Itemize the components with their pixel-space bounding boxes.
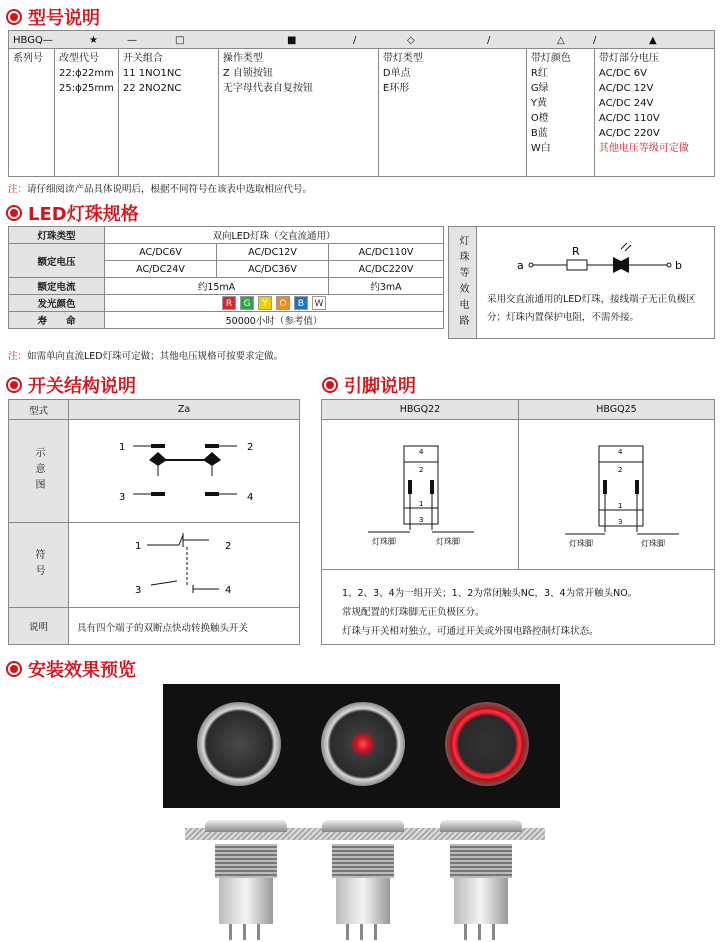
code-symbol: ◇ — [407, 35, 415, 46]
section-heading-pins — [322, 372, 416, 398]
label-color: 发光颜色 — [9, 295, 105, 312]
circuit-box — [448, 226, 715, 339]
col-volt: 带灯部分电压 AC/DC 6V AC/DC 12V AC/DC 24V AC/DC 110V AC/DC 220V 其他电压等级可定做 — [594, 49, 714, 177]
button-thread — [215, 844, 277, 878]
code-symbol: □ — [175, 35, 185, 46]
terminal-num: 2 — [247, 442, 254, 453]
code-prefix: HBGQ— — [13, 35, 53, 46]
button-thread — [450, 844, 512, 878]
button-bezel — [322, 820, 404, 832]
button-side-2 — [322, 820, 404, 940]
led-table — [8, 226, 444, 329]
terminal — [229, 924, 232, 940]
button-ring-lamp — [445, 702, 529, 786]
button-body — [219, 878, 273, 924]
pin-desc-line: 1、2、3、4为一组开关；1、2为常闭触头NC，3、4为常开触头NO。 — [342, 588, 638, 599]
desc-label: 说明 — [9, 608, 69, 644]
terminal — [243, 924, 246, 940]
col-op: 操作类型 Z 自锁按钮 无字母代表自复按钮 — [218, 49, 378, 177]
contact — [205, 492, 219, 496]
label-rated-current: 额定电流 — [9, 278, 105, 295]
col-color: 带灯颜色 R红 G绿 Y黄 O橙 B蓝 W白 — [526, 49, 594, 177]
contact — [151, 444, 165, 448]
led-type-value: 双向LED灯珠（交直流通用） — [105, 227, 444, 244]
pin-num: 1 — [618, 502, 623, 510]
pin-diagram-25 — [519, 420, 714, 570]
code-symbol: ★ — [89, 35, 98, 46]
volt-cell: AC/DC6V — [105, 244, 217, 261]
volt-cell: AC/DC24V — [105, 261, 217, 278]
section-title: 引脚说明 — [344, 376, 416, 397]
symbol-label-cell — [9, 523, 69, 608]
terminal-num: 4 — [247, 492, 254, 503]
terminal — [464, 924, 467, 940]
bullet-icon — [6, 377, 22, 393]
circuit-label: 灯珠等效电路 — [457, 234, 468, 331]
switch-type-header: 型式 — [9, 400, 69, 420]
col-size: 改型代号 22:ϕ22mm 25:ϕ25mm — [55, 49, 119, 177]
terminal — [360, 924, 363, 940]
terminal-a-label: a — [517, 259, 524, 272]
button-bezel — [205, 820, 287, 832]
terminal — [492, 924, 495, 940]
code-symbol: / — [487, 35, 491, 46]
switch-diagram-cell — [69, 420, 299, 523]
label-led-type: 灯珠类型 — [9, 227, 105, 244]
section-title: 开关结构说明 — [28, 376, 136, 397]
terminal-num: 2 — [225, 541, 232, 552]
lamp-pin — [408, 480, 412, 494]
color-swatch: G — [240, 296, 254, 310]
resistor-label: R — [572, 245, 580, 258]
code-symbol: / — [353, 35, 357, 46]
pin-num: 3 — [618, 518, 623, 526]
contact — [205, 444, 219, 448]
volt-cell: AC/DC110V — [329, 244, 444, 261]
terminal-num: 1 — [119, 442, 126, 453]
terminal-a — [529, 263, 533, 267]
lamp-pin — [603, 480, 607, 494]
label-life: 寿 命 — [9, 312, 105, 329]
current-cell: 约3mA — [329, 278, 444, 295]
model-table — [8, 30, 715, 177]
terminal — [374, 924, 377, 940]
button-side-1 — [205, 820, 287, 940]
resistor — [567, 260, 587, 270]
label-rated-voltage: 额定电压 — [9, 244, 105, 278]
led-circuit-diagram — [481, 235, 711, 285]
terminal-num: 4 — [225, 585, 232, 596]
color-swatch: O — [276, 296, 290, 310]
code-symbol: ■ — [287, 35, 297, 46]
bullet-icon — [6, 9, 22, 25]
wire — [179, 535, 183, 545]
pin-desc — [342, 584, 637, 641]
lamp-pin-label: 灯珠脚 — [641, 539, 665, 548]
code-symbol: / — [593, 35, 597, 46]
install-panel — [163, 684, 560, 808]
pin-desc-line: 常规配置的灯珠脚无正负极区分。 — [342, 607, 485, 618]
terminal-num: 3 — [119, 492, 126, 503]
button-dot-lamp — [321, 702, 405, 786]
button-side-3 — [440, 820, 522, 940]
col-lamp: 带灯类型 D单点 E环形 — [378, 49, 526, 177]
pin-num: 2 — [419, 466, 424, 474]
switch-symbol-cell — [69, 523, 299, 608]
contact — [151, 492, 165, 496]
note-led: 注：如需单向直流LED灯珠可定做；其他电压规格可按要求定做。 — [8, 351, 284, 362]
section-heading-model — [6, 4, 100, 30]
pinout-22 — [322, 420, 519, 570]
switch-diagram — [69, 420, 299, 523]
pin-num: 3 — [419, 516, 424, 524]
switch-desc: 具有四个端子的双断点快动转换触头开关 — [77, 623, 249, 634]
terminal-b — [667, 263, 671, 267]
code-symbol: ▲ — [649, 35, 657, 46]
pin-header-25: HBGQ25 — [519, 400, 714, 420]
switch-symbol — [69, 523, 299, 608]
col-combo: 开关组合 11 1NO1NC 22 2NO2NC — [118, 49, 218, 177]
button-body — [336, 878, 390, 924]
lamp-pin — [635, 480, 639, 494]
button-thread — [332, 844, 394, 878]
diagram-label: 示意图 — [33, 447, 44, 495]
color-swatch: W — [312, 296, 326, 310]
light-arrow — [625, 245, 631, 251]
switch-type-value: Za — [69, 400, 299, 420]
section-heading-led — [6, 200, 139, 226]
pin-num: 4 — [419, 448, 424, 456]
lamp-pin-label: 灯珠脚 — [569, 539, 593, 548]
bullet-icon — [6, 205, 22, 221]
volt-cell: AC/DC36V — [217, 261, 329, 278]
pin-num: 2 — [618, 466, 623, 474]
section-title: 型号说明 — [28, 8, 100, 29]
volt-cell: AC/DC220V — [329, 261, 444, 278]
wire — [151, 581, 177, 585]
button-bezel — [440, 820, 522, 832]
terminal — [346, 924, 349, 940]
terminal-b-label: b — [675, 259, 682, 272]
terminal — [257, 924, 260, 940]
section-heading-install — [6, 656, 136, 682]
circuit-label-cell — [449, 227, 477, 338]
switch-table — [8, 399, 300, 645]
pin-desc-line: 灯珠与开关相对独立，可通过开关或外围电路控制灯珠状态。 — [342, 626, 599, 637]
col-series: 系列号 — [9, 49, 55, 177]
section-title: LED灯珠规格 — [28, 204, 139, 225]
pin-header-22: HBGQ22 — [322, 400, 519, 420]
note-model: 注：请仔细阅读产品具体说明后，根据不同符号在该表中选取相应代号。 — [8, 184, 313, 195]
lamp-pin-label: 灯珠脚 — [372, 537, 396, 546]
color-swatches — [105, 295, 444, 312]
pin-diagram-22 — [322, 420, 519, 570]
volt-note: 其他电压等级可定做 — [598, 143, 689, 154]
pin-num: 1 — [419, 500, 424, 508]
bullet-icon — [322, 377, 338, 393]
terminal — [478, 924, 481, 940]
code-symbol: △ — [557, 35, 565, 46]
color-swatch: B — [294, 296, 308, 310]
volt-cell: AC/DC12V — [217, 244, 329, 261]
terminal-num: 1 — [135, 541, 142, 552]
section-title: 安装效果预览 — [28, 660, 136, 681]
pin-table — [321, 399, 715, 645]
pinout-25 — [519, 420, 714, 570]
section-heading-switch — [6, 372, 136, 398]
lamp-pin — [430, 480, 434, 494]
code-symbol: — — [127, 35, 137, 46]
current-cell: 约15mA — [105, 278, 329, 295]
diagram-label-cell — [9, 420, 69, 523]
symbol-label: 符号 — [33, 549, 44, 581]
bullet-icon — [6, 661, 22, 677]
color-swatch: R — [222, 296, 236, 310]
lamp-pin-label: 灯珠脚 — [436, 537, 460, 546]
color-swatch: Y — [258, 296, 272, 310]
life-value: 50000小时（参考值） — [105, 312, 444, 329]
button-plain — [197, 702, 281, 786]
light-arrow — [621, 243, 627, 249]
circuit-desc: 采用交直流通用的LED灯珠，接线端子无正负极区分；灯珠内置保护电阻，不需外接。 — [487, 294, 696, 323]
pin-num: 4 — [618, 448, 623, 456]
button-body — [454, 878, 508, 924]
terminal-num: 3 — [135, 585, 142, 596]
